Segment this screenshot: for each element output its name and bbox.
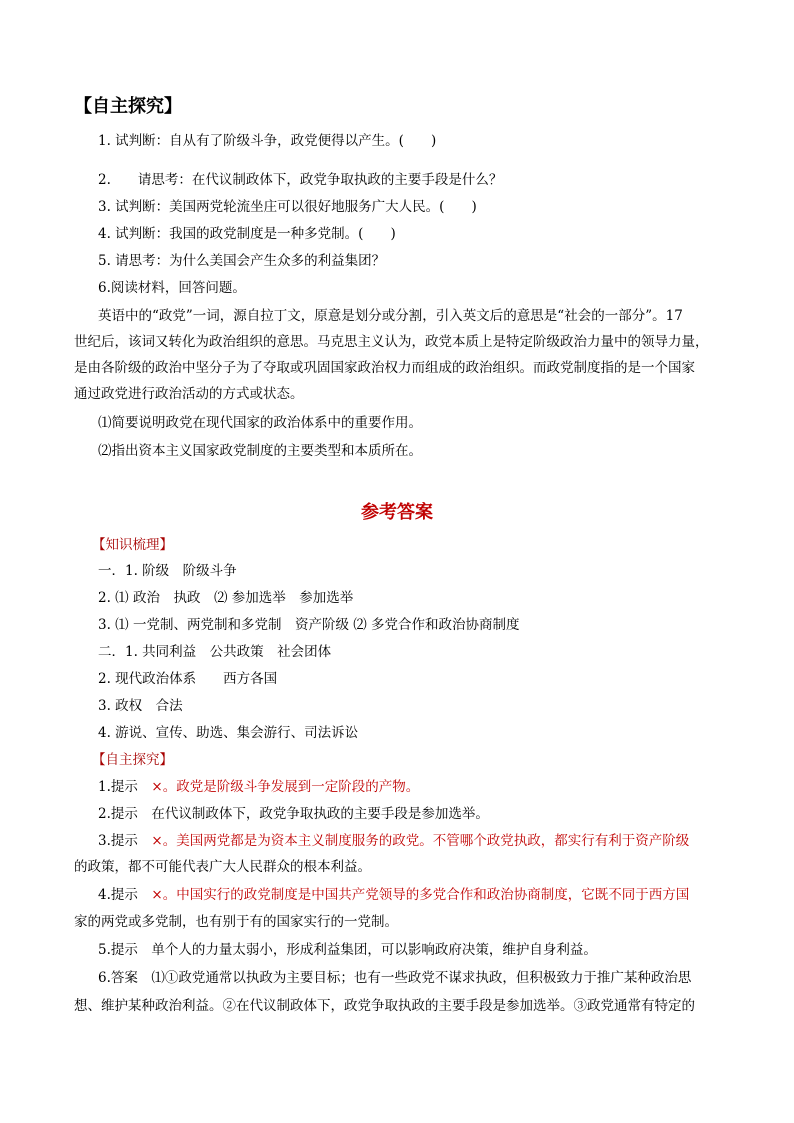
sub-question-1: ⑴简要说明政党在现代国家的政治体系中的重要作用。 — [98, 415, 422, 431]
knowledge-line-2: 2. ⑴ 政治 执政 ⑵ 参加选举 参加选举 — [98, 590, 354, 606]
answer-1-prefix: 1.提示 — [98, 779, 152, 795]
answer-3-prefix: 3.提示 — [98, 833, 152, 849]
answer-4-prefix: 4.提示 — [98, 887, 152, 903]
question-1: 1. 试判断：自从有了阶级斗争，政党便得以产生。( ) — [98, 133, 437, 149]
answer-4-text: ×。中国实行的政党制度是中国共产党领导的多党合作和政治协商制度，它既不同于西方国 — [151, 887, 690, 903]
question-3: 3. 试判断：美国两党轮流坐庄可以很好地服务广大人民。( ) — [98, 199, 477, 215]
material-line-2: 世纪后，该词又转化为政治组织的意思。马克思主义认为，政党本质上是特定阶级政治力量中的领导力量， — [74, 334, 709, 350]
answer-1-text: ×。政党是阶级斗争发展到一定阶段的产物。 — [151, 779, 420, 795]
knowledge-heading: 【知识梳理】 — [92, 537, 173, 553]
material-line-1: 英语中的“政党”一词，源自拉丁文，原意是划分或分割，引入英文后的意思是“社会的一部分”。17 — [98, 308, 683, 324]
answer-3-text: ×。美国两党都是为资本主义制度服务的政党。不管哪个政党执政，都实行有利于资产阶级 — [151, 833, 690, 849]
answer-6-line-2: 想、维护某种政治利益。②在代议制政体下，政党争取执政的主要手段是参加选举。③政党通常有特定的 — [74, 998, 695, 1014]
material-line-3: 是由各阶级的政治中坚分子为了夺取或巩固国家政治权力而组成的政治组织。而政党制度指的是一个国家 — [74, 360, 695, 376]
knowledge-line-4: 二．1. 共同利益 公共政策 社会团体 — [98, 644, 332, 660]
answer-6-line-1: 6.答案 ⑴①政党通常以执政为主要目标；也有一些政党不谋求执政，但积极致力于推广某种政治思 — [98, 970, 692, 986]
question-6: 6.阅读材料，回答问题。 — [98, 280, 246, 296]
knowledge-line-1: 一．1. 阶级 阶级斗争 — [98, 563, 237, 579]
answer-4 — [98, 885, 689, 905]
knowledge-line-6: 3. 政权 合法 — [98, 698, 183, 714]
question-2: 2. 请思考：在代议制政体下，政党争取执政的主要手段是什么？ — [98, 172, 503, 188]
sub-question-2: ⑵指出资本主义国家政党制度的主要类型和本质所在。 — [98, 443, 422, 459]
material-line-4: 通过政党进行政治活动的方式或状态。 — [74, 386, 304, 402]
answer-5: 5.提示 单个人的力量太弱小，形成利益集团，可以影响政府决策，维护自身利益。 — [98, 942, 597, 958]
question-4: 4. 试判断：我国的政党制度是一种多党制。( ) — [98, 226, 396, 242]
answer-4-continued: 家的两党或多党制，也有别于有的国家实行的一党制。 — [74, 914, 398, 930]
question-5: 5. 请思考：为什么美国会产生众多的利益集团？ — [98, 253, 386, 269]
knowledge-line-7: 4. 游说、宣传、助选、集会游行、司法诉讼 — [98, 725, 359, 741]
knowledge-line-5: 2. 现代政治体系 西方各国 — [98, 671, 278, 687]
answer-2: 2.提示 在代议制政体下，政党争取执政的主要手段是参加选举。 — [98, 806, 489, 822]
answer-1 — [98, 777, 419, 797]
section-title-explore: 【自主探究】 — [74, 96, 182, 117]
explore-heading: 【自主探究】 — [92, 752, 173, 768]
answer-3-continued: 的政策，都不可能代表广大人民群众的根本利益。 — [74, 859, 371, 875]
answer-title: 参考答案 — [361, 502, 433, 523]
knowledge-line-3: 3. ⑴ 一党制、两党制和多党制 资产阶级 ⑵ 多党合作和政治协商制度 — [98, 617, 520, 633]
answer-3 — [98, 831, 689, 851]
